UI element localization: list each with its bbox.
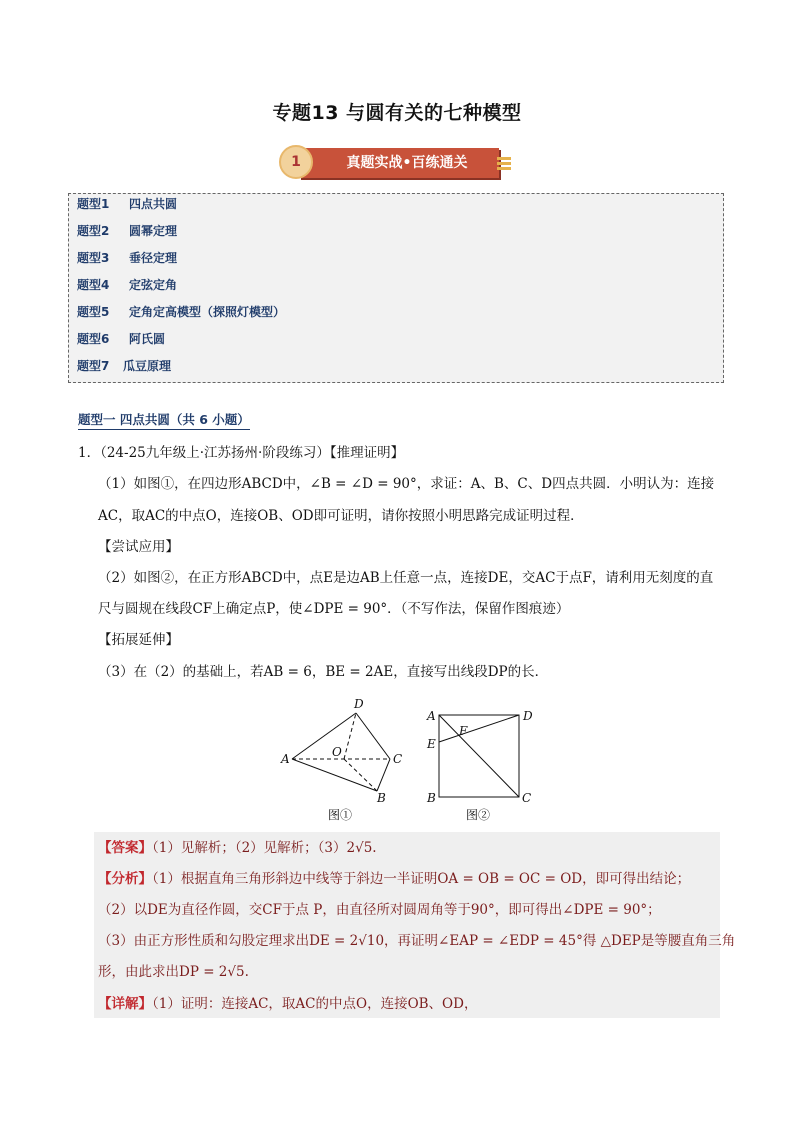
- fig2-label-d: D: [523, 709, 533, 723]
- solution-block: [94, 832, 720, 1018]
- banner-number: 1: [279, 145, 313, 179]
- answer-text: （1）见解析；（2）见解析；（3）2√5.: [152, 840, 377, 856]
- toc-box: [68, 193, 724, 383]
- fig2-caption: 图②: [466, 808, 491, 822]
- fig2-label-a: A: [427, 709, 436, 723]
- try-label: 【尝试应用】: [98, 539, 179, 555]
- figure-2: [439, 715, 519, 797]
- toc-item[interactable]: 题型4 定弦定角: [77, 278, 178, 292]
- analysis-line-1: [98, 869, 690, 889]
- geometry-figures: [276, 695, 546, 825]
- fig1-caption: 图①: [328, 808, 353, 822]
- banner-stripes: [497, 157, 511, 172]
- answer-tag: 【答案】: [98, 840, 152, 856]
- banner-bar: [299, 148, 499, 178]
- section-banner: [279, 145, 511, 181]
- analysis-text-2: （2）以DE为直径作圆，交CF于点 P，由直径所对圆周角等于90°，即可得出∠DPE = 90°；: [98, 902, 661, 918]
- problem-part1-line1: （1）如图①，在四边形ABCD中，∠B = ∠D = 90°，求证：A、B、C、D四点共圆．小明认为：连接: [98, 476, 715, 492]
- fig2-label-c: C: [522, 791, 532, 805]
- analysis-tag: 【分析】: [98, 871, 152, 887]
- page-title: 专题13 与圆有关的七种模型: [272, 102, 522, 124]
- fig2-label-f: F: [459, 724, 468, 738]
- fig1-label-a: A: [281, 752, 290, 766]
- problem-part2-line2: 尺与圆规在线段CF上确定点P，使∠DPE = 90°．（不写作法，保留作图痕迹）: [98, 601, 570, 617]
- problem-part2-line1: （2）如图②，在正方形ABCD中，点E是边AB上任意一点，连接DE，交AC于点F，请利用无刻度的直: [98, 570, 714, 586]
- analysis-text-4: 形，由此求出DP = 2√5.: [98, 964, 249, 980]
- section-heading: 题型一 四点共圆（共 6 小题）: [78, 410, 250, 430]
- problem-header: 1．（24-25九年级上·江苏扬州·阶段练习）【推理证明】: [78, 445, 405, 461]
- extension-label: 【拓展延伸】: [98, 632, 179, 648]
- banner-text: 真题实战•百练通关: [346, 155, 468, 171]
- toc-item[interactable]: 题型6 阿氏圆: [77, 332, 166, 346]
- answer-line: [98, 838, 377, 858]
- detail-tag: 【详解】: [98, 996, 152, 1012]
- analysis-text-3: （3）由正方形性质和勾股定理求出DE = 2√10，再证明∠EAP = ∠EDP = 45°得 △DEP是等腰直角三角: [98, 933, 736, 949]
- problem-part1-line2: AC，取AC的中点O，连接OB、OD即可证明，请你按照小明思路完成证明过程．: [98, 508, 584, 524]
- analysis-text-1: （1）根据直角三角形斜边中线等于斜边一半证明OA = OB = OC = OD，即可得出结论；: [152, 871, 691, 887]
- fig1-label-o: O: [332, 745, 342, 759]
- toc-item[interactable]: 题型2 圆幂定理: [77, 224, 178, 238]
- fig1-label-c: C: [393, 752, 403, 766]
- problem-part3: （3）在（2）的基础上，若AB = 6，BE = 2AE，直接写出线段DP的长．: [98, 664, 549, 680]
- toc-item[interactable]: 题型7 瓜豆原理: [77, 359, 172, 373]
- toc-item[interactable]: 题型1 四点共圆: [77, 197, 178, 211]
- fig1-label-d: D: [354, 697, 364, 711]
- fig1-label-b: B: [377, 791, 386, 805]
- fig2-label-b: B: [427, 791, 436, 805]
- toc-item[interactable]: 题型5 定角定高模型（探照灯模型）: [77, 305, 286, 319]
- toc-item[interactable]: 题型3 垂径定理: [77, 251, 178, 265]
- fig2-label-e: E: [427, 737, 436, 751]
- detail-text: （1）证明：连接AC，取AC的中点O，连接OB、OD，: [152, 996, 478, 1012]
- detail-line: [98, 994, 477, 1014]
